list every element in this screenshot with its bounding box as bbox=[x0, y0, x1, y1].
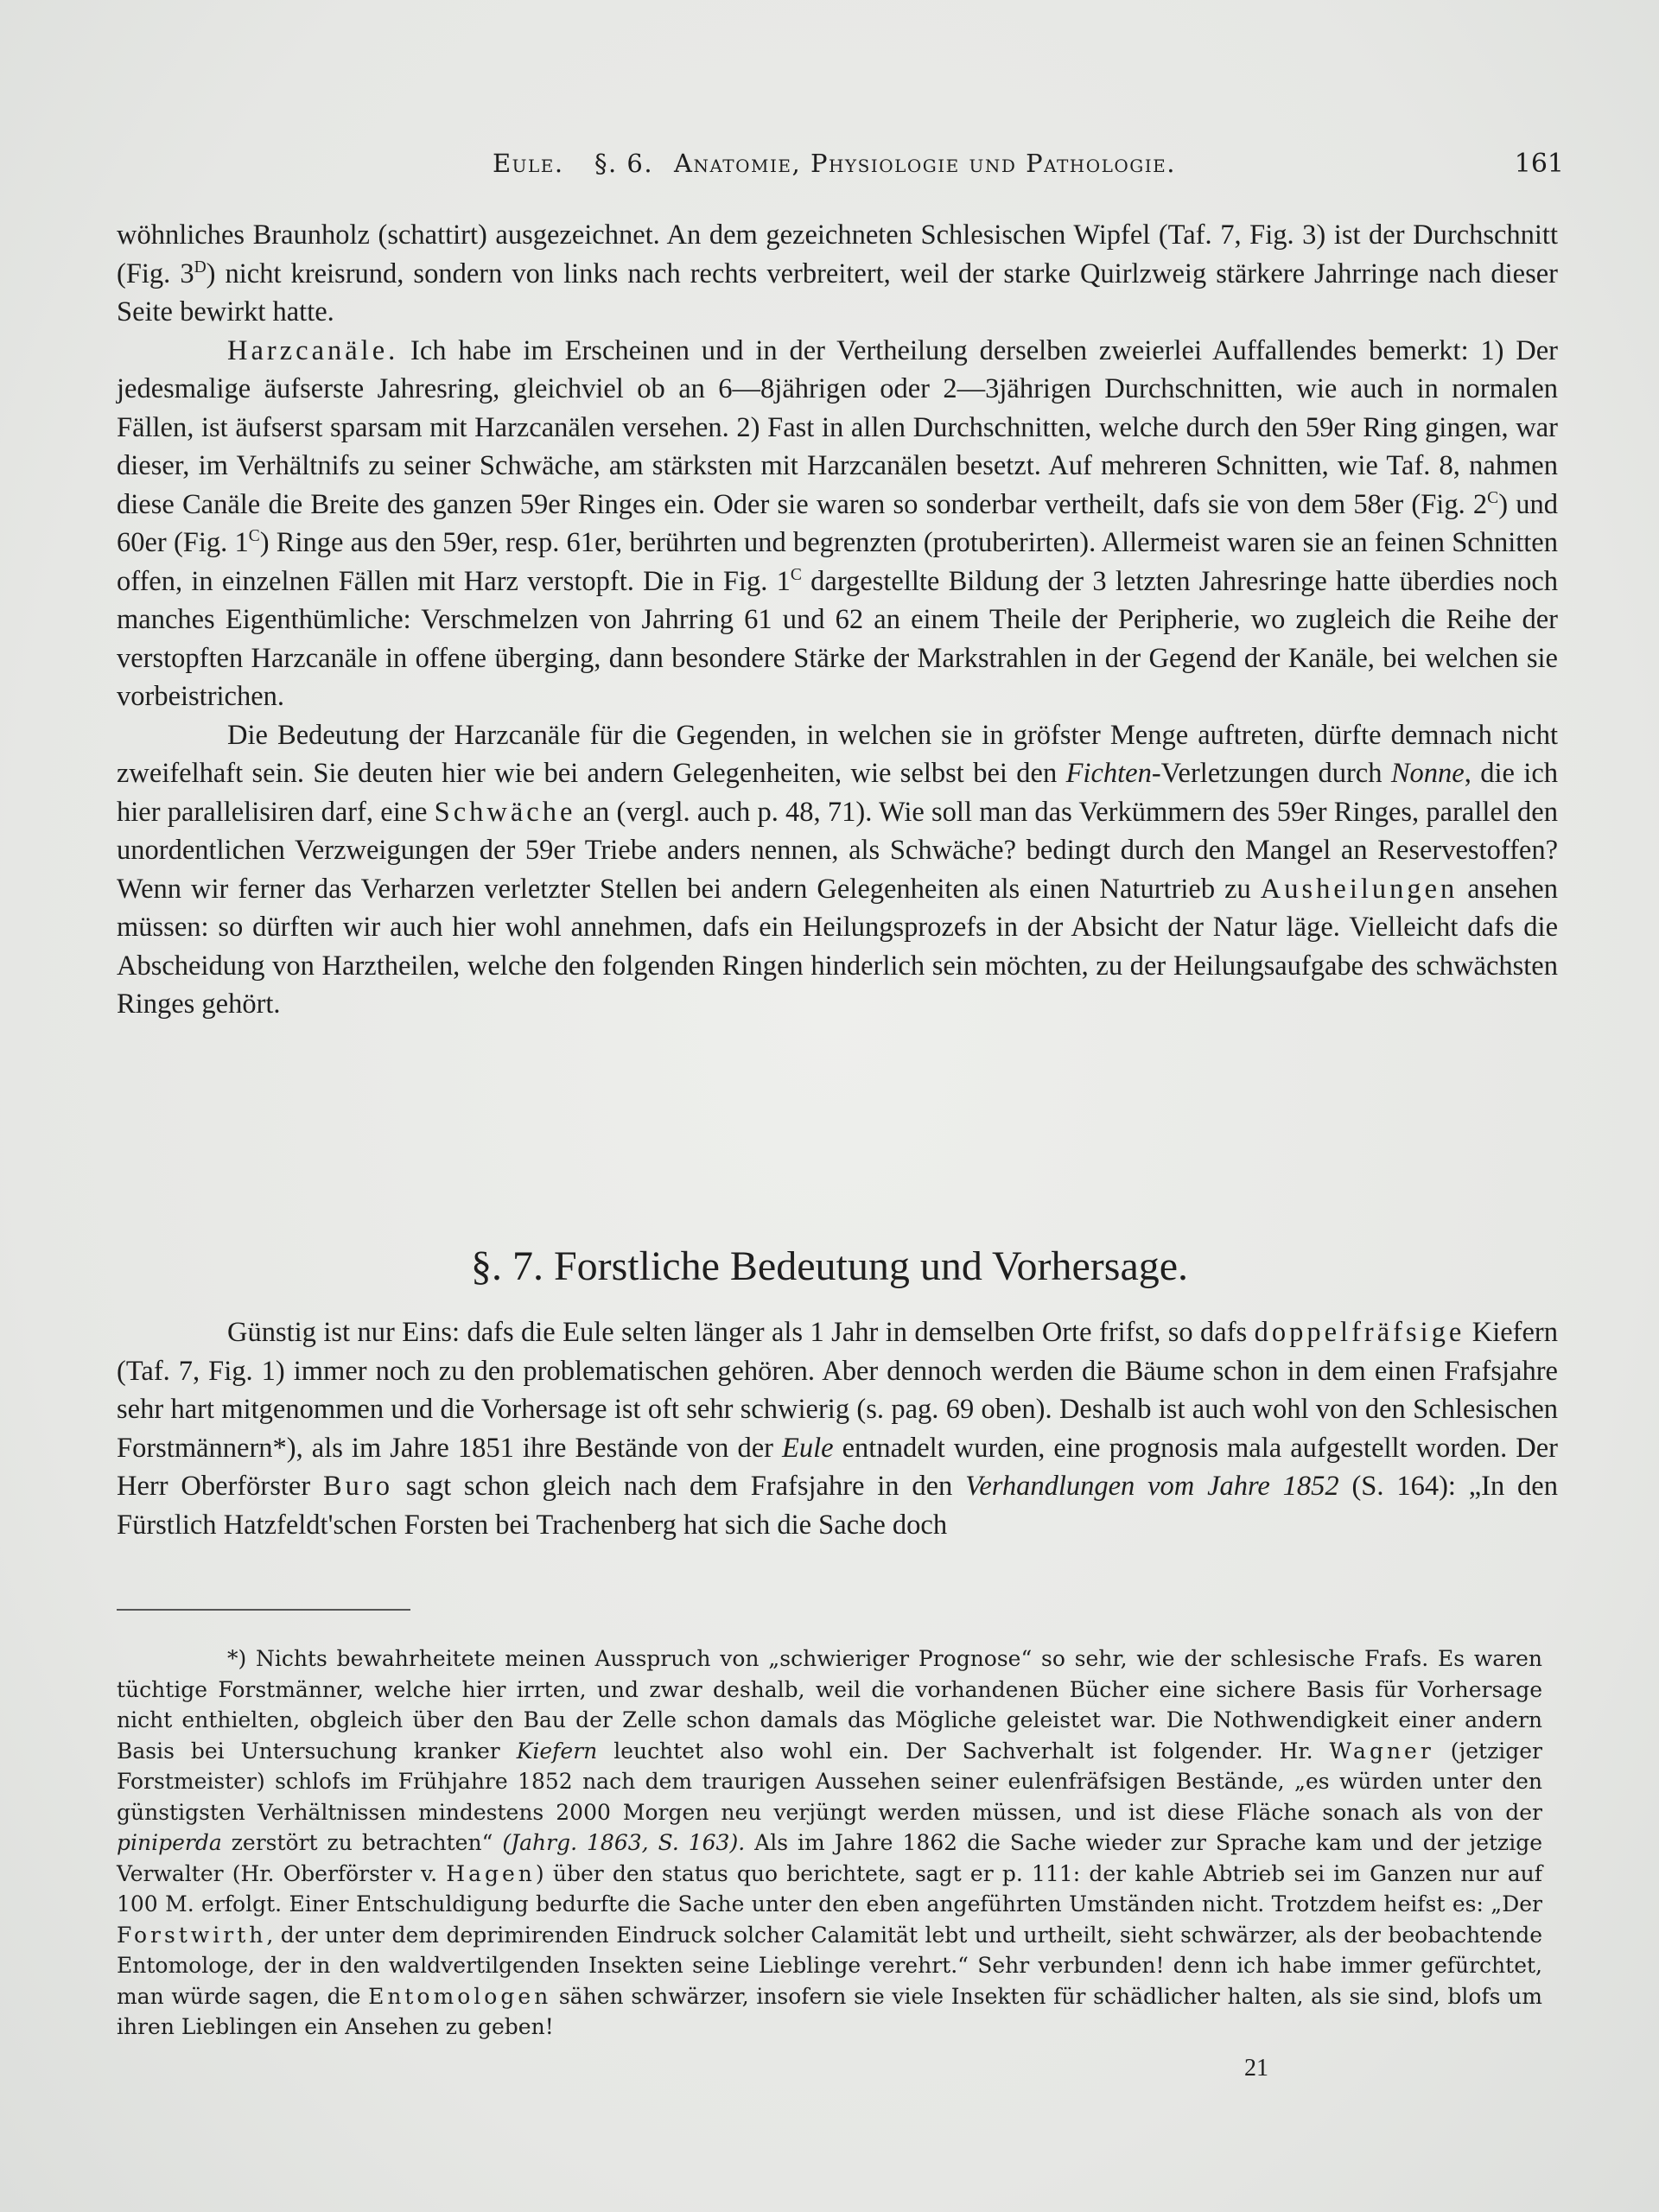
paragraph-3 bbox=[117, 716, 1558, 1024]
text-run: -Verletzungen durch bbox=[1151, 758, 1391, 789]
italic-term: Fichten bbox=[1065, 758, 1152, 789]
spaced-term: Wagner bbox=[1329, 1738, 1434, 1764]
text-run: zerstört zu betrachten“ bbox=[221, 1830, 503, 1855]
text-run: leuchtet also wohl ein. Der Sachverhalt ist folgender. Hr. bbox=[597, 1738, 1330, 1764]
italic-term: Eule bbox=[782, 1432, 834, 1464]
paragraph-lead: Harzcanäle. bbox=[227, 334, 399, 366]
text-run: Die Bedeutung der Harzcanäle für die Gegenden, in welchen sie in gröfster Menge auftreten, dürfte demnach nicht zweifelhaft sein. Sie deuten hier wie bei andern Gelegenheiten, wie selbst bei den bbox=[117, 719, 1558, 789]
spaced-term: Buro bbox=[322, 1471, 393, 1502]
text-run: Als im Jahre 1862 die Sache wieder zur Sprache kam und der jetzige Verwalter (Hr. Oberförster v. bbox=[117, 1830, 1542, 1886]
text-run: Günstig ist nur Eins: dafs die Eule selten länger als 1 Jahr in demselben Orte frifst, so dafs bbox=[227, 1317, 1255, 1348]
text-run: an (vergl. auch p. 48, 71). Wie soll man das Verkümmern des 59er Ringes, parallel den unordentlichen Verzweigungen der 59er Triebe anders nennen, als Schwäche? bedingt durch den Mangel an Reservestoffen? Wenn wir ferner das Verharzen verletzter Stellen bei andern Gelegenheiten als einen Naturtrieb zu bbox=[117, 796, 1558, 905]
superscript: C bbox=[790, 565, 802, 584]
running-head-title: Anatomie, Physiologie und Pathologie. bbox=[674, 149, 1176, 178]
italic-term: piniperda bbox=[117, 1830, 222, 1855]
footnote-rule bbox=[117, 1609, 410, 1611]
running-head-author: Eule. bbox=[493, 149, 564, 178]
italic-term: Kiefern bbox=[516, 1738, 598, 1764]
spaced-term: Forstwirth bbox=[117, 1922, 267, 1948]
text-run: dargestellte Bildung der 3 letzten Jahresringe hatte überdies noch manches Eigenthümliche: Verschmelzen von Jahrring 61 und 62 an einem Theile der Peripherie, wo zugleich die Reihe der verstopften Harzcanäle in offene überging, dann besondere Stärke der Markstrahlen in der Gegend der Kanäle, bei welchen sie vorbeistrichen. bbox=[117, 565, 1558, 712]
text-run: ansehen müssen: so dürften wir auch hier wohl annehmen, dafs ein Heilungsprozefs in der Absicht der Natur läge. Vielleicht dafs die Abscheidung von Harztheilen, welche den folgenden Ringen hinderlich sein möchten, zu der Heilungsaufgabe des schwächsten Ringes gehört. bbox=[117, 873, 1558, 1020]
signature-mark: 21 bbox=[1244, 2055, 1268, 2082]
superscript: C bbox=[248, 527, 260, 546]
text-run: , die ich hier parallelisiren darf, eine bbox=[117, 758, 1558, 828]
italic-term: Verhandlungen vom Jahre 1852 bbox=[965, 1471, 1339, 1502]
text-run: (S. 164): „In den Fürstlich Hatzfeldt'schen Forsten bei Trachenberg hat sich die Sache doch bbox=[117, 1471, 1558, 1541]
footnote bbox=[117, 1643, 1542, 2043]
spaced-term: Entomologen bbox=[368, 1983, 552, 2009]
running-head bbox=[493, 149, 1564, 192]
text-run: ) über den status quo berichtete, sagt er p. 111: der kahle Abtrieb sei im Ganzen nur auf 100 M. erfolgt. Einer Entschuldigung bedurfte die Sache unter den eben angeführten Umständen nicht. Trotzdem heifst es: „Der bbox=[117, 1860, 1542, 1916]
text-run: sagt schon gleich nach dem Frafsjahre in den bbox=[392, 1471, 966, 1502]
text-run: (jetziger Forstmeister) schlofs im Frühjahre 1852 nach dem traurigen Aussehen seiner eulenfräfsigen Bestände, „es würden unter den günstigsten Verhältnissen mindestens 2000 Morgen neu verjüngt werden müssen, und ist diese Fläche sonach als von der bbox=[117, 1738, 1542, 1825]
text-run: entnadelt wurden, eine prognosis mala aufgestellt worden. Der Herr Oberförster bbox=[117, 1432, 1558, 1502]
running-head-section: §. 6. bbox=[594, 149, 654, 178]
paragraph-4 bbox=[117, 1313, 1558, 1544]
paragraph-2 bbox=[117, 332, 1558, 716]
footnote-paragraph bbox=[117, 1643, 1542, 2043]
spaced-term: Hagen bbox=[446, 1860, 536, 1886]
page-number: 161 bbox=[1514, 149, 1564, 179]
text-run: ) nicht kreisrund, sondern von links nach rechts verbreitert, weil der starke Quirlzweig stärkere Jahrringe nach dieser Seite bewirkt hatte. bbox=[117, 257, 1558, 327]
italic-term: Nonne bbox=[1390, 758, 1465, 789]
text-run: *) Nichts bewahrheitete meinen Ausspruch von „schwieriger Prognose“ so sehr, wie der schlesische Frafs. Es waren tüchtige Forstmänner, welche hier irrten, und zwar deshalb, weil die vorhandenen Bücher eine sichere Basis für Vorhersage nicht enthielten, obgleich über den Bau der Zelle schon damals das Mögliche geleistet war. Die Nothwendigkeit einer andern Basis bei Untersuchung kranker bbox=[117, 1646, 1542, 1764]
text-run: Ich habe im Erscheinen und in der Vertheilung derselben zweierlei Auffallendes bemerkt: 1) Der jedesmalige äufserste Jahresring, gleichviel ob an 6—8jährigen oder 2—3jährigen Durchschnitten, wie auch in normalen Fällen, ist äufserst sparsam mit Harzcanälen versehen. 2) Fast in allen Durchschnitten, welche durch den 59er Ring gingen, war dieser, im Verhältnifs zu seiner Schwäche, am stärksten mit Harzcanälen besetzt. Auf mehreren Schnitten, wie Taf. 8, nahmen diese Canäle die Breite des ganzen 59er Ringes ein. Oder sie waren so sonderbar vertheilt, dafs sie von dem 58er (Fig. 2 bbox=[117, 334, 1558, 520]
text-run: wöhnliches Braunholz (schattirt) ausgezeichnet. An dem gezeichneten Schlesischen Wipfel (Taf. 7, Fig. 3) ist der Durchschnitt (Fig. 3 bbox=[117, 219, 1558, 289]
superscript: C bbox=[1487, 488, 1499, 507]
section-heading: §. 7. Forstliche Bedeutung und Vorhersage. bbox=[470, 1243, 1189, 1289]
spaced-term: doppelfräfsige bbox=[1254, 1317, 1465, 1348]
text-run: , der unter dem deprimirenden Eindruck solcher Calamität lebt und urtheilt, sieht schwärzer, als der beobachtende Entomologe, der in den waldvertilgenden Insekten seine Lieblinge verehrt.“ Sehr verbunden! denn ich habe immer gefürchtet, man würde sagen, die bbox=[117, 1922, 1542, 2009]
text-run: ) und 60er (Fig. 1 bbox=[117, 488, 1558, 558]
spaced-term: Ausheilungen bbox=[1260, 873, 1459, 905]
body-text bbox=[117, 216, 1558, 1024]
paragraph-1 bbox=[117, 216, 1558, 332]
section-body bbox=[117, 1313, 1558, 1544]
text-run: ) Ringe aus den 59er, resp. 61er, berührten und begrenzten (protuberirten). Allermeist waren sie an feinen Schnitten offen, in einzelnen Fällen mit Harz verstopft. Die in Fig. 1 bbox=[117, 527, 1558, 597]
text-run: Kiefern (Taf. 7, Fig. 1) immer noch zu den problematischen gehören. Aber dennoch werden die Bäume schon in dem einen Frafsjahre sehr hart mitgenommen und die Vorhersage ist oft sehr schwierig (s. pag. 69 oben). Deshalb ist auch wohl von den Schlesischen Forstmännern*), als im Jahre 1851 ihre Bestände von der bbox=[117, 1317, 1558, 1464]
text-run: sähen schwärzer, insofern sie viele Insekten für schädlicher halten, als sie sind, blofs um ihren Lieblingen ein Ansehen zu geben! bbox=[117, 1983, 1542, 2039]
italic-term: (Jahrg. 1863, S. 163). bbox=[502, 1830, 746, 1855]
spaced-term: Schwäche bbox=[434, 796, 576, 828]
superscript: D bbox=[194, 257, 207, 276]
